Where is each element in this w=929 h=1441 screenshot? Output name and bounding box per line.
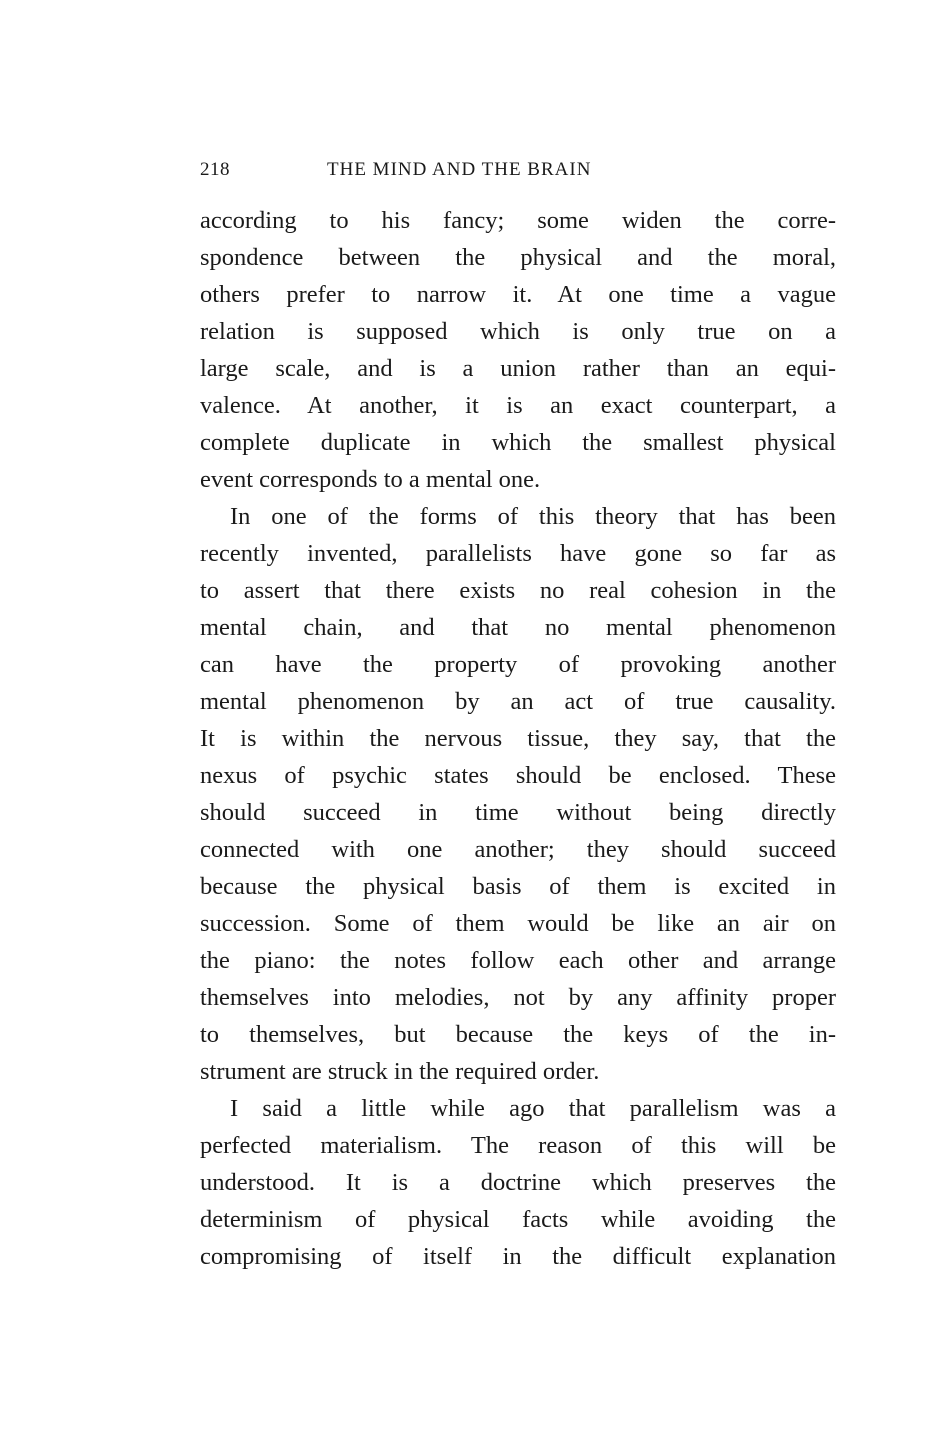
text-line: themselves into melodies, not by any affinity proper: [200, 984, 836, 1011]
text-line: to themselves, but because the keys of the in-: [200, 1021, 836, 1048]
text-line: the piano: the notes follow each other and arrange: [200, 947, 836, 974]
text-line: because the physical basis of them is excited in: [200, 873, 836, 900]
text-line: compromising of itself in the difficult explanation: [200, 1243, 836, 1270]
text-line: spondence between the physical and the moral,: [200, 244, 836, 271]
text-line: In one of the forms of this theory that has been: [230, 503, 836, 530]
text-line: succession. Some of them would be like an air on: [200, 910, 836, 937]
text-line: mental phenomenon by an act of true causality.: [200, 688, 836, 715]
text-line: strument are struck in the required order.: [200, 1058, 600, 1085]
paragraph: [200, 498, 836, 1090]
text-line: event corresponds to a mental one.: [200, 466, 541, 493]
text-line: mental chain, and that no mental phenomenon: [200, 614, 836, 641]
text-line: perfected materialism. The reason of this will be: [200, 1132, 836, 1159]
text-line: according to his fancy; some widen the corre-: [200, 207, 836, 234]
paragraph: [200, 1090, 836, 1275]
text-line: to assert that there exists no real cohesion in the: [200, 577, 836, 604]
text-line: It is within the nervous tissue, they say, that the: [200, 725, 836, 752]
running-title: THE MIND AND THE BRAIN: [327, 159, 592, 180]
text-line: should succeed in time without being directly: [200, 799, 836, 826]
book-page: [200, 155, 836, 1275]
text-line: can have the property of provoking another: [200, 651, 836, 678]
body-text: [200, 202, 836, 1275]
text-line: recently invented, parallelists have gone so far as: [200, 540, 836, 567]
text-line: complete duplicate in which the smallest physical: [200, 429, 836, 456]
running-head: [200, 155, 836, 189]
text-line: others prefer to narrow it. At one time a vague: [200, 281, 836, 308]
page-number: 218: [200, 159, 230, 180]
paragraph: [200, 202, 836, 498]
text-line: connected with one another; they should succeed: [200, 836, 836, 863]
text-line: determinism of physical facts while avoiding the: [200, 1206, 836, 1233]
text-line: relation is supposed which is only true on a: [200, 318, 836, 345]
text-line: understood. It is a doctrine which preserves the: [200, 1169, 836, 1196]
text-line: I said a little while ago that parallelism was a: [230, 1095, 836, 1122]
text-line: nexus of psychic states should be enclosed. These: [200, 762, 836, 789]
text-line: large scale, and is a union rather than an equi-: [200, 355, 836, 382]
text-line: valence. At another, it is an exact counterpart, a: [200, 392, 836, 419]
